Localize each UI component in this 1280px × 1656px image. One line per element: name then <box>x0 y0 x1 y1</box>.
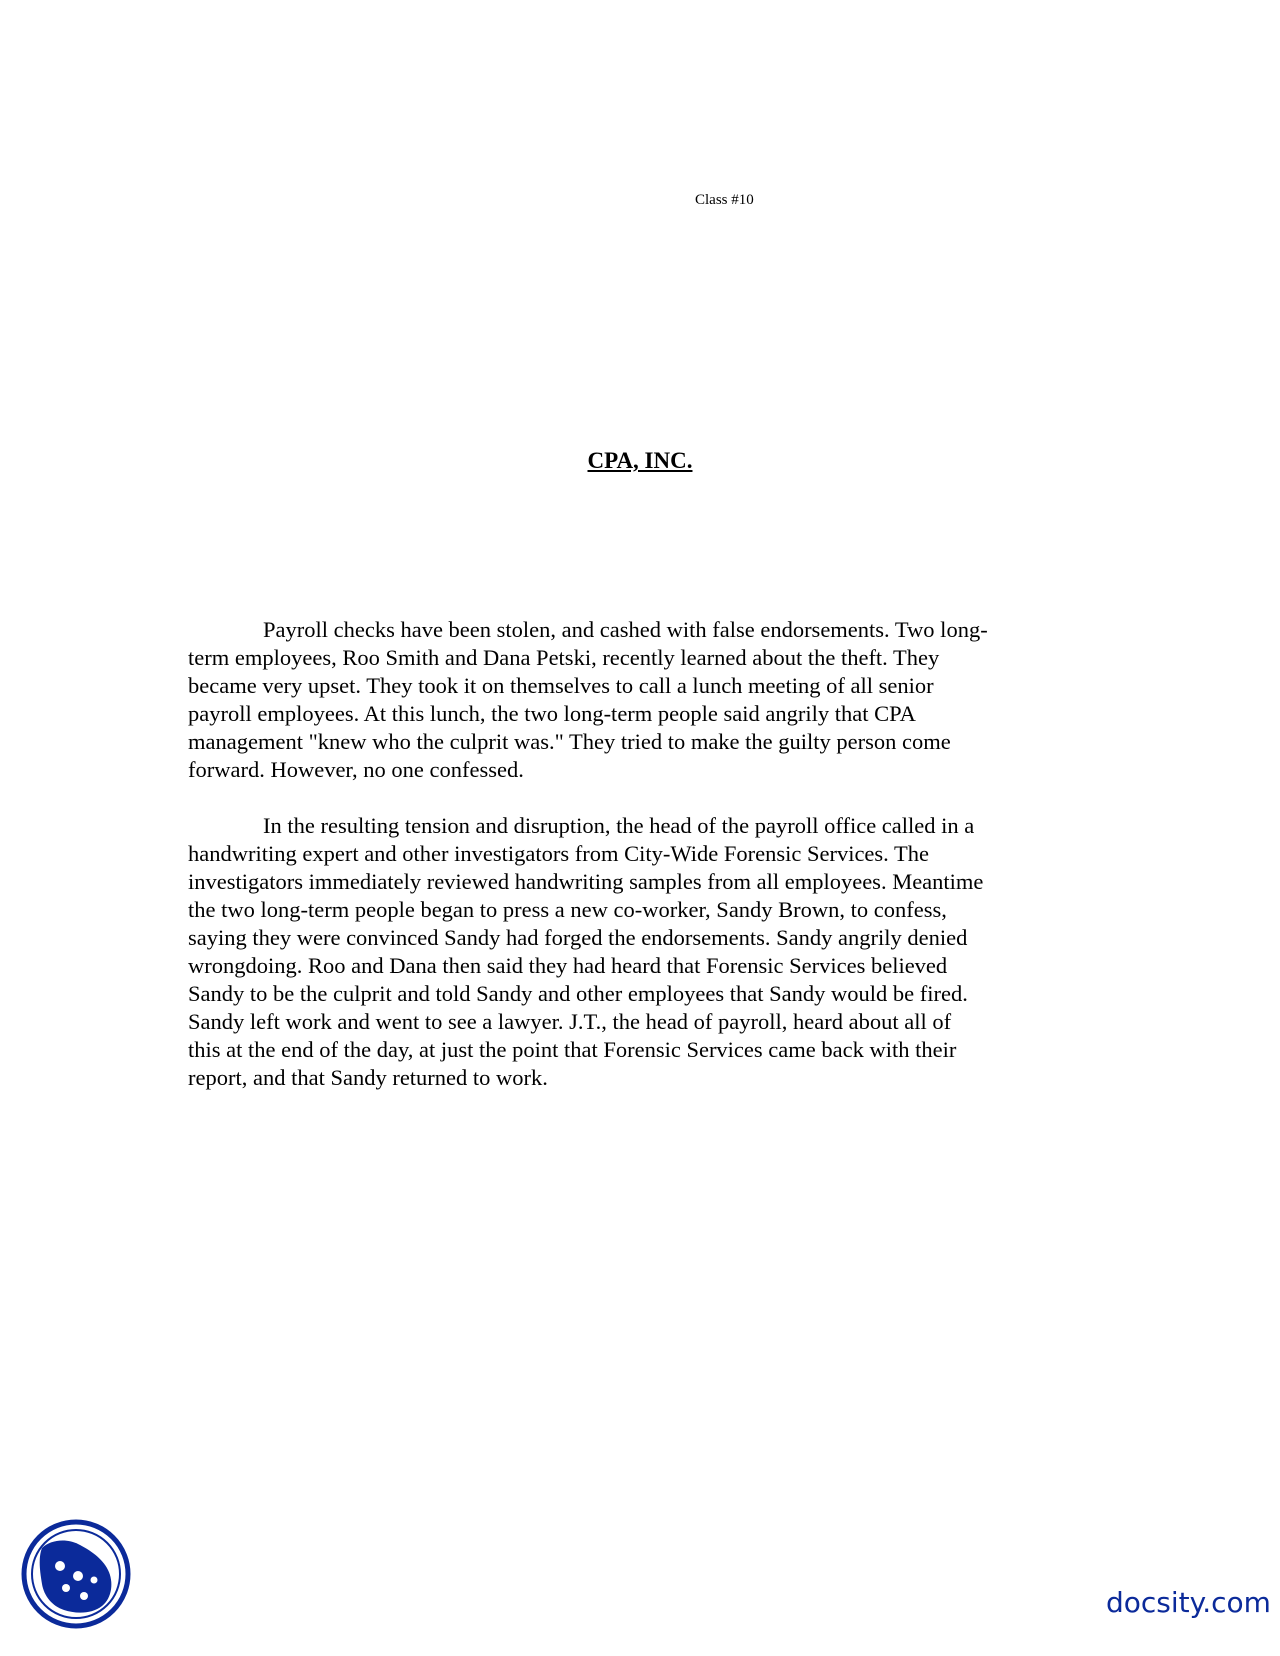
class-label: Class #10 <box>695 192 754 208</box>
paragraph-1-line-4: payroll employees. At this lunch, the two long-term people said angrily that CPA <box>188 701 916 726</box>
docsity-logo-icon[interactable] <box>20 1518 132 1630</box>
paragraph-1-line-6: forward. However, no one confessed. <box>188 757 524 782</box>
paragraph-2-line-3: investigators immediately reviewed handwriting samples from all employees. Meantime <box>188 869 984 894</box>
paragraph-spacer <box>188 784 1088 812</box>
docsity-brand-label: docsity.com <box>1106 1586 1271 1619</box>
paragraph-1-line-2: term employees, Roo Smith and Dana Petski, recently learned about the theft. They <box>188 645 940 670</box>
paragraph-1-line-5: management "knew who the culprit was." They tried to make the guilty person come <box>188 729 951 754</box>
paragraph-2-line-5: saying they were convinced Sandy had forged the endorsements. Sandy angrily denied <box>188 925 968 950</box>
paragraph-1-line-3: became very upset. They took it on themselves to call a lunch meeting of all senior <box>188 673 934 698</box>
paragraph-2-line-8: Sandy left work and went to see a lawyer. J.T., the head of payroll, heard about all of <box>188 1009 952 1034</box>
paragraph-2-line-9: this at the end of the day, at just the point that Forensic Services came back with their <box>188 1037 957 1062</box>
paragraph-2-line-10: report, and that Sandy returned to work. <box>188 1065 548 1090</box>
paragraph-2-line-6: wrongdoing. Roo and Dana then said they had heard that Forensic Services believed <box>188 953 948 978</box>
paragraph-2-line-7: Sandy to be the culprit and told Sandy and other employees that Sandy would be fired. <box>188 981 968 1006</box>
docsity-logo-icon-graphic <box>20 1518 132 1630</box>
document-title: CPA, INC. <box>587 448 693 473</box>
paragraph-2-line-4: the two long-term people began to press a new co-worker, Sandy Brown, to confess, <box>188 897 947 922</box>
paragraph-2-line-1: In the resulting tension and disruption, the head of the payroll office called in a <box>263 813 975 838</box>
paragraph-2-line-2: handwriting expert and other investigators from City-Wide Forensic Services. The <box>188 841 929 866</box>
document-body <box>188 616 1088 1092</box>
docsity-brand-text[interactable] <box>1106 1586 1271 1620</box>
paragraph-1-line-1: Payroll checks have been stolen, and cashed with false endorsements. Two long- <box>263 617 988 642</box>
